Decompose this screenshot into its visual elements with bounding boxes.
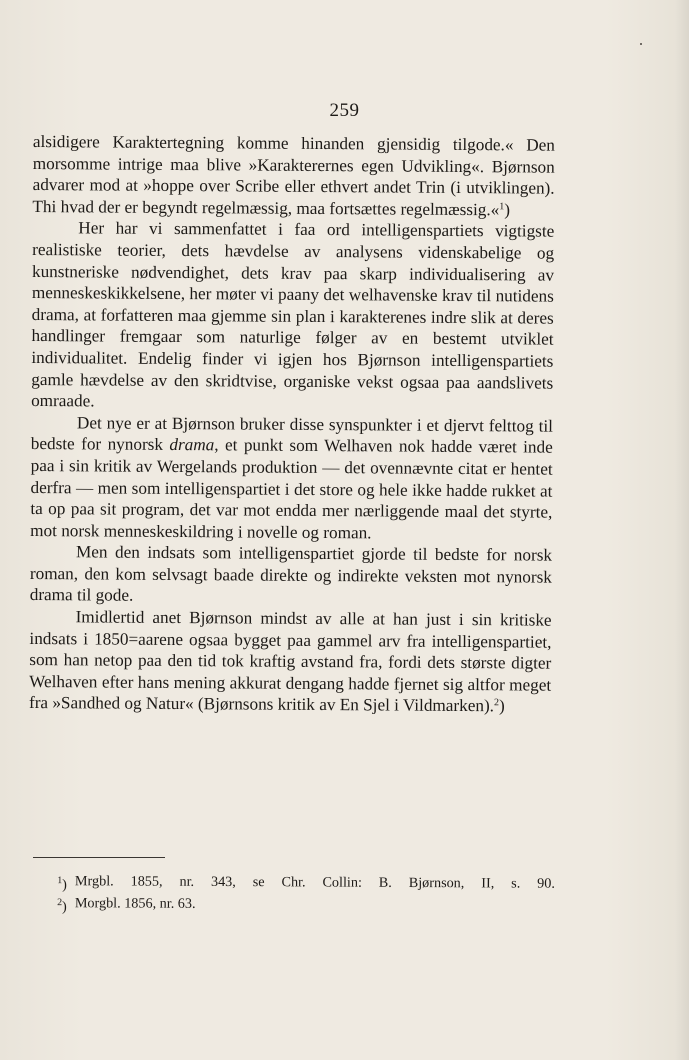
footnote-2-text: Morgbl. 1856, nr. 63. (74, 894, 196, 912)
paragraph-5 (29, 606, 552, 718)
paragraph-3 (30, 412, 553, 545)
footnote-1-text: Mrgbl. 1855, nr. 343, se Chr. Collin: B. Bjørnson, II, s. 90. (74, 873, 555, 892)
paragraph-5-text: Imidlertid anet Bjørnson mindst av alle at han just i sin kritiske indsats i 1850=aarene ogsaa bygget paa gammel arv fra intelligenspartiet, som han netop paa den tid tok kraftig avstand fra, fordi dets største digter Welhaven efter hans mening akkurat dengang hadde fjernet sig altfor meget fra »Sandhed og Natur« (Bjørnsons kritik av En Sjel i Vildmarken). (28, 607, 552, 716)
footnote-ref-2-paren: ) (498, 696, 505, 716)
paragraph-1 (32, 131, 555, 221)
footnote-rule (33, 857, 165, 858)
footnote-1 (33, 872, 555, 896)
page-number: 259 (329, 100, 360, 121)
paragraph-4: Men den indsats som intelligenspartiet gjorde til bedste for norsk roman, den kom selvsagt baade direkte og indirekte veksten mot nynorsk drama til gode. (29, 542, 553, 606)
footnote-2-marker: $^2$) (57, 896, 67, 915)
footnote-ref-2[interactable]: 2 (494, 697, 500, 709)
paper-speck (640, 43, 642, 45)
paragraph-3-text-after: , et punkt som Welhaven nok hadde været inde paa i sin kritik av Wergelands produktion — det ovennævnte citat er hentet derfra — men som intelligenspartiet i det store og hele ikke hadde rukket at ta op paa sit program, det var mot endda mer nærliggende maal det styrte, mot norsk menneskeskildring i novelle og roman. (30, 435, 553, 543)
footnote-ref-1[interactable]: 1 (499, 201, 505, 213)
paragraph-3-text-before: Det nye er at Bjørnson bruker disse synspunkter i et djervt felttog til bedste for nynorsk (30, 413, 554, 455)
paragraph-1-text: alsidigere Karaktertegning komme hinanden gjensidig tilgode.« Den morsomme intrige maa blive »Karakterernes egen Udvikling«. Bjørnson advarer mod at »hoppe over Scribe eller ethvert andet Trin (i utviklingen). Thi hvad der er begyndt regelmæssig, maa fortsættes regelmæssig.« (32, 131, 555, 220)
page-edge-shadow (675, 0, 689, 1060)
footnote-2 (33, 894, 555, 918)
paragraph-3-emphasis: drama (169, 435, 215, 455)
body-text (29, 131, 555, 718)
footnote-ref-1-paren: ) (504, 200, 511, 220)
paragraph-2: Her har vi sammenfattet i faa ord intelligenspartiets vigtigste realistiske teorier, dets hævdelse av analysens videnskabelige og kunstneriske nødvendighet, dets krav paa skarp individualisering av menneskeskikkelsene, her møter vi paany det welhavenske krav til nutidens drama, at forfatteren maa gjemme sin plan i karakterenes indre slik at deres handlinger fremgaar som naturlige følger av en bestemt utviklet individualitet. Endelig finder vi igjen hos Bjørnson intelligenspartiets gamle hævdelse av den skridtvise, organiske vekst ogsaa paa aandslivets omraade. (31, 218, 555, 411)
footnotes (33, 872, 555, 918)
footnote-1-marker: $^1$) (57, 875, 67, 893)
